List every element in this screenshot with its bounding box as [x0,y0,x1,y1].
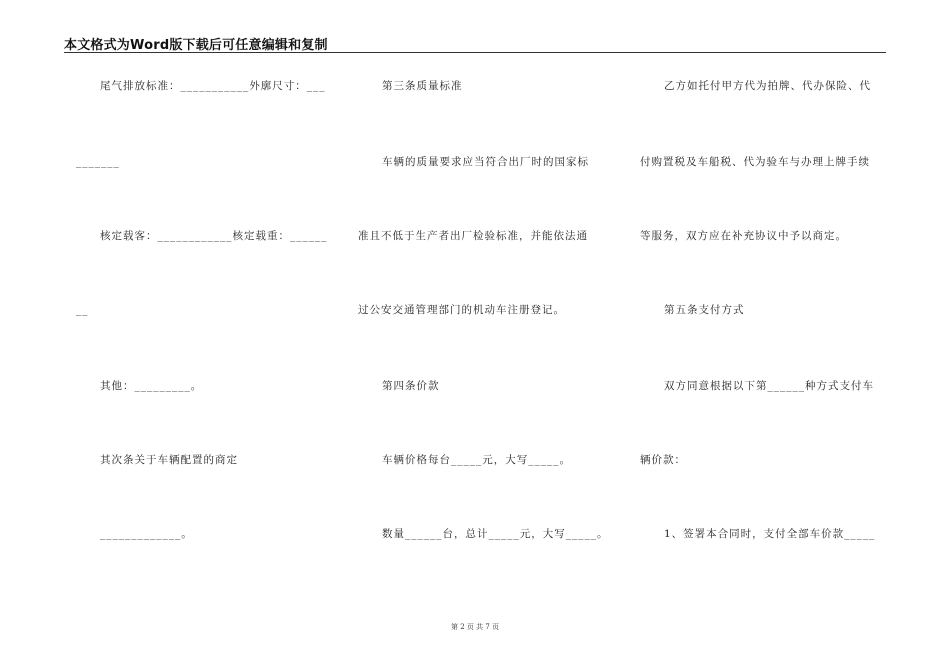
middle-line-4: 过公安交通管理部门的机动车注册登记。 [358,304,565,316]
left-line-1: 尾气排放标准：___________外廓尺寸：___ [100,80,326,92]
middle-line-6: 车辆价格每台_____元，大写_____。 [382,454,571,466]
left-line-3: 核定载客：____________核定载重：______ [100,230,328,242]
middle-line-5: 第四条价款 [382,380,440,392]
right-line-6: 辆价款： [640,454,686,466]
right-line-3: 等服务，双方应在补充协议中予以商定。 [640,230,847,242]
middle-line-2: 车辆的质量要求应当符合出厂时的国家标 [382,156,589,168]
right-line-1: 乙方如托付甲方代为拍牌、代办保险、代 [664,80,871,92]
right-line-7: 1、签署本合同时，支付全部车价款_____ [664,528,876,540]
right-line-4: 第五条支付方式 [664,304,745,316]
left-line-5: 其他：_________。 [100,380,203,392]
middle-line-7: 数量______台，总计_____元，大写_____。 [382,528,609,540]
left-line-7: _____________。 [100,528,193,540]
left-line-2: _______ [76,156,120,168]
document-header-title: 本文格式为Word版下载后可任意编辑和复制 [64,38,328,53]
left-line-4: __ [76,304,89,316]
left-line-6: 其次条关于车辆配置的商定 [100,454,238,466]
header-divider [64,52,886,53]
middle-line-1: 第三条质量标准 [382,80,463,92]
page-number-footer: 第 2 页 共 7 页 [450,623,500,631]
middle-line-3: 准且不低于生产者出厂检验标准，并能依法通 [358,230,588,242]
right-line-2: 付购置税及车船税、代为验车与办理上牌手续 [640,156,870,168]
right-line-5: 双方同意根据以下第______种方式支付车 [664,380,874,392]
